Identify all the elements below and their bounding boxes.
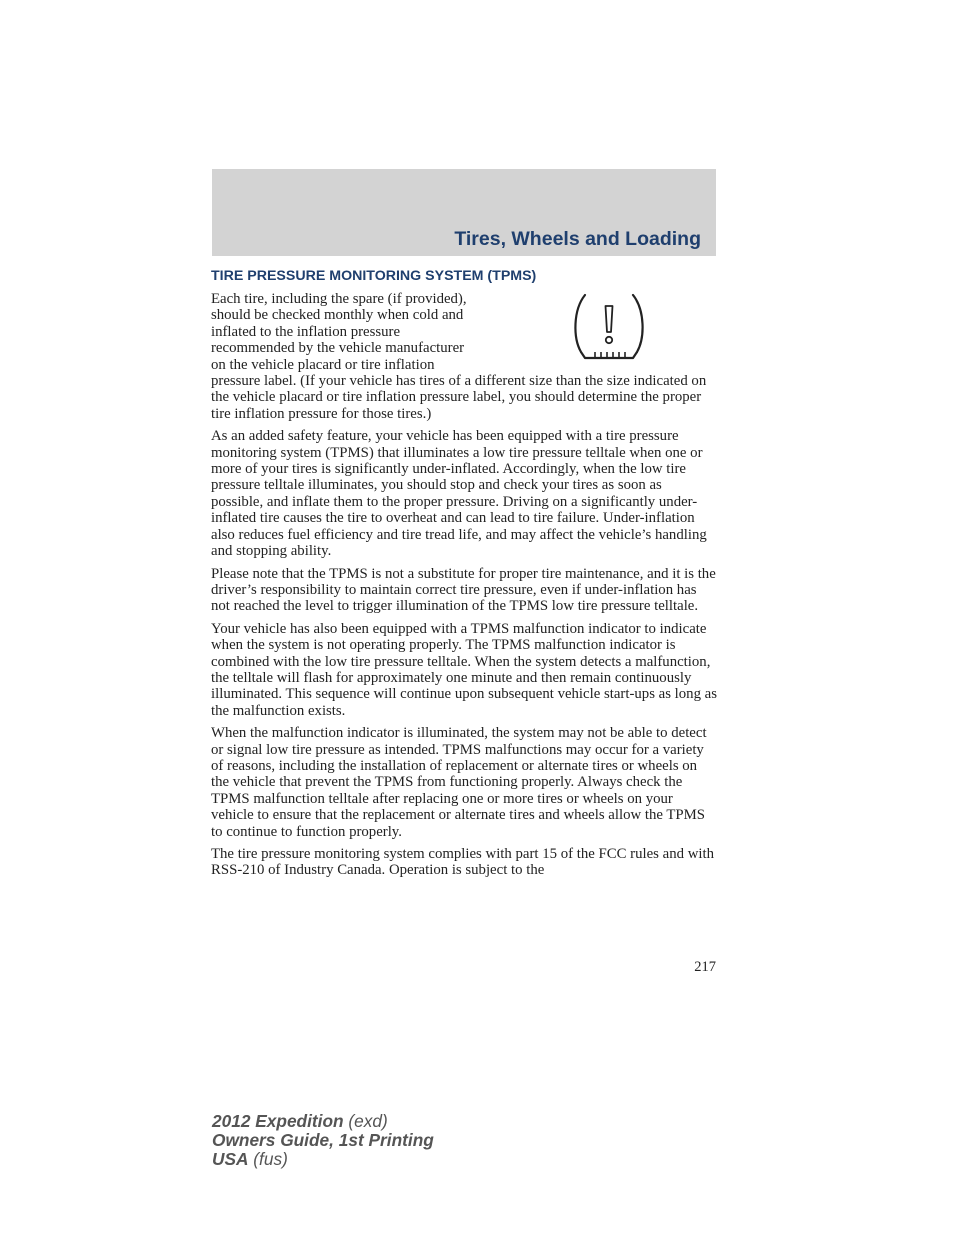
paragraph-5: When the malfunction indicator is illuminated, the system may not be able to detect or signal low tire pressure as intended. TPMS malfunctions may occur for a variety of reasons, including the installation of replacement or alternate tires or wheels on the vehicle that prevent the TPMS from functioning properly. Always check the TPMS malfunction telltale after replacing one or more tires or wheels on your vehicle to ensure that the replacement or alternate tires and wheels allow the TPMS to continue to function properly.	[211, 725, 707, 840]
paragraph-2: As an added safety feature, your vehicle has been equipped with a tire pressure monitoring system (TPMS) that illuminates a low tire pressure telltale when one or more of your tires is significantly under-inflated. Accordingly, when the low tire pressure telltale illuminates, you should stop and check your tires as soon as possible, and inflate them to the proper pressure. Driving on a significantly under-inflated tire causes the tire to overheat and can lead to tire failure. Under-inflation also reduces fuel efficiency and tire tread life, and may affect the vehicle’s handling and stopping ability.	[211, 428, 707, 560]
footer-line-2	[212, 1131, 434, 1150]
footer-line-3	[212, 1150, 434, 1169]
paragraph-4: Your vehicle has also been equipped with a TPMS malfunction indicator to indicate when the system is not operating properly. The TPMS malfunction indicator is combined with the low tire pressure telltale. When the system detects a malfunction, the telltale will flash for approximately one minute and then remain continuously illuminated. This sequence will continue upon subsequent vehicle start-ups as long as the malfunction exists.	[211, 620, 718, 719]
paragraph-1: Each tire, including the spare (if provided), should be checked monthly when cold and inflated to the inflation pressure recommended by the vehicle manufacturer on the vehicle placard or tire inflation pressure label. (If your vehicle has tires of a different size than the size indicated on the vehicle placard or tire inflation pressure label, you should determine the proper tire inflation pressure for those tires.)	[211, 291, 707, 422]
paragraph-6: The tire pressure monitoring system complies with part 15 of the FCC rules and with RSS-210 of Industry Canada. Operation is subject to the	[211, 846, 715, 879]
paragraph-3: Please note that the TPMS is not a substitute for proper tire maintenance, and it is the driver’s responsibility to maintain correct tire pressure, even if under-inflation has not reached the level to trigger illumination of the TPMS low tire pressure telltale.	[211, 565, 716, 615]
chapter-header-band	[212, 169, 716, 256]
chapter-title: Tires, Wheels and Loading	[454, 228, 701, 250]
footer-model-code: (exd)	[343, 1111, 388, 1131]
body-content	[211, 291, 717, 885]
tpms-low-tire-pressure-icon	[472, 291, 717, 369]
footer-line-1	[212, 1112, 434, 1131]
footer-market: USA	[212, 1149, 249, 1169]
tpms-icon-graphic	[571, 292, 647, 364]
footer-market-code: (fus)	[248, 1149, 288, 1169]
page-number: 217	[694, 959, 716, 975]
footer-edition-info	[212, 1112, 434, 1169]
footer-model: 2012 Expedition	[212, 1111, 344, 1131]
section-heading: TIRE PRESSURE MONITORING SYSTEM (TPMS)	[211, 268, 537, 284]
footer-guide: Owners Guide, 1st Printing	[212, 1130, 434, 1150]
